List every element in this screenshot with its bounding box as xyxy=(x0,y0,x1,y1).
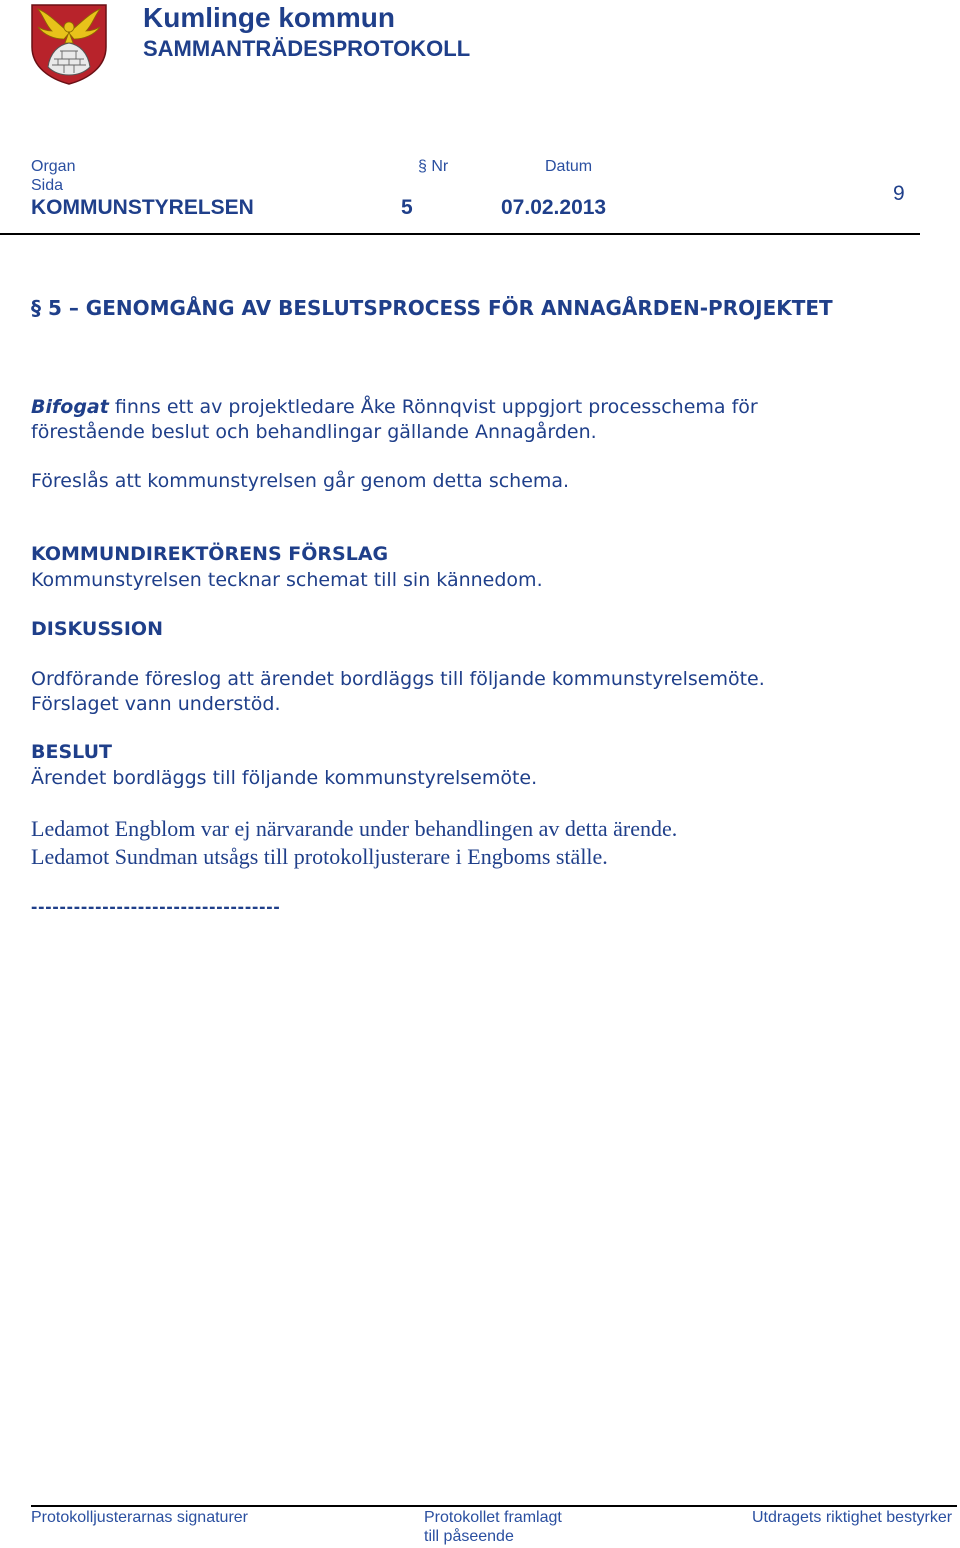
datum-value: 07.02.2013 xyxy=(501,196,607,219)
director-text: Kommunstyrelsen tecknar schemat till sin kännedom. xyxy=(31,569,543,591)
intro-line-2: förestående beslut och behandlingar gällande Annagården. xyxy=(31,421,597,443)
footer-divider xyxy=(31,1505,957,1507)
document-type: SAMMANTRÄDESPROTOKOLL xyxy=(143,36,471,61)
proposal-text: Föreslås att kommunstyrelsen går genom detta schema. xyxy=(31,470,570,492)
director-heading: KOMMUNDIREKTÖRENS FÖRSLAG xyxy=(31,543,389,565)
footer-certified-label: Utdragets riktighet bestyrker xyxy=(752,1509,953,1526)
header-divider xyxy=(0,233,920,235)
decision-text: Ärendet bordläggs till följande kommunstyrelsemöte. xyxy=(31,767,538,789)
intro-line-1 xyxy=(31,396,758,418)
discussion-heading: DISKUSSION xyxy=(31,618,163,640)
kumlinge-coat-of-arms-logo xyxy=(30,3,108,85)
intro-line-1-text: finns ett av projektledare Åke Rönnqvist uppgjort processchema för xyxy=(108,396,758,418)
municipality-name: Kumlinge kommun xyxy=(143,2,396,33)
organ-value: KOMMUNSTYRELSEN xyxy=(31,196,254,219)
note-line-1: Ledamot Engblom var ej närvarande under behandlingen av detta ärende. xyxy=(31,816,678,841)
section-title: § 5 – GENOMGÅNG AV BESLUTSPROCESS FÖR ANNAGÅRDEN-PROJEKTET xyxy=(31,296,833,320)
footer-posted-label-1: Protokollet framlagt xyxy=(424,1509,562,1526)
nr-value: 5 xyxy=(401,196,413,219)
datum-label: Datum xyxy=(545,158,593,175)
page-number: 9 xyxy=(893,182,905,205)
note-line-2: Ledamot Sundman utsågs till protokolljusterare i Engboms ställe. xyxy=(31,844,608,869)
decision-heading: BESLUT xyxy=(31,741,112,763)
footer-signatures-label: Protokolljusterarnas signaturer xyxy=(31,1509,248,1526)
discussion-line-2: Förslaget vann understöd. xyxy=(31,693,281,715)
nr-label: § Nr xyxy=(418,158,449,175)
discussion-line-1: Ordförande föreslog att ärendet bordläggs till följande kommunstyrelsemöte. xyxy=(31,668,765,690)
intro-emphasis: Bifogat xyxy=(31,396,109,418)
footer-posted-label-2: till påseende xyxy=(424,1528,514,1545)
section-end-separator: ----------------------------------- xyxy=(31,897,281,918)
organ-label: Organ xyxy=(31,158,76,175)
sida-label: Sida xyxy=(31,177,64,194)
